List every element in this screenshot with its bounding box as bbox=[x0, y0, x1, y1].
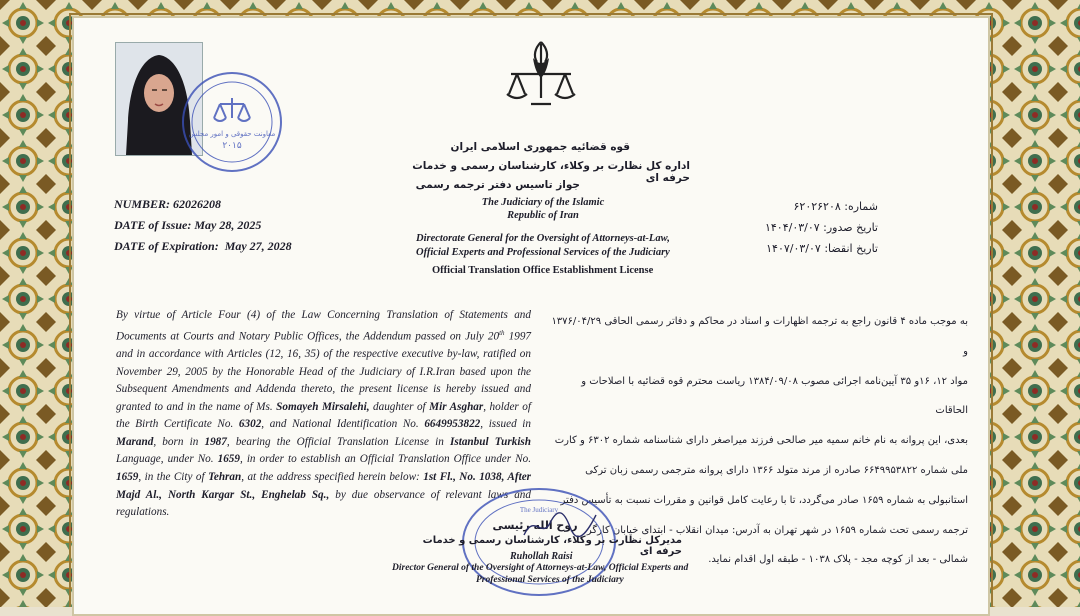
meta-issue-date: DATE of Issue: May 28, 2025 bbox=[114, 218, 262, 232]
header-en-directorate-2: Official Experts and Professional Services of the Judiciary bbox=[416, 247, 670, 258]
signatory-en-title-1: Director General of the Oversight of Attorneys-at-Law, Official Experts and bbox=[392, 563, 689, 573]
handwritten-signature bbox=[520, 505, 600, 545]
header-en-judiciary-2: Republic of Iran bbox=[507, 210, 579, 221]
signatory-fa-title: مدیرکل نظارت بر وکلاء، کارشناسان رسمی و خدمات حرفه ای bbox=[422, 535, 682, 557]
body-persian-paragraph: به موجب ماده ۴ قانون راجع به ترجمه اظهارات و اسناد در محاکم و دفاتر رسمی الحاقی ۱۳۷۶/۰۴/۲۹ و مواد ۱۲، ۱۶و ۳۵ آیین‌نامه اجرائی مصوب ۱۳۸۴/۰۹/۰۸ ریاست محترم قوه قضائیه با اصلاحات و الحاقات بعدی، این پروانه به نام خانم سمیه میر صالحی فرزند میراصغر دارای شناسنامه شماره ۶۳۰۲ و کارت ملی شماره ۶۶۴۹۹۵۳۸۲۲ صادره از مرند متولد ۱۳۶۶ دارای پروانه مترجمی رسمی زبان ترکی استانبولی به شماره ۱۶۵۹ صادر می‌گردد، تا با رعایت کامل قوانین و مقررات نسبت به تأسیس دفتر ترجمه رسمی تحت شماره ۱۶۵۹ در شهر تهران به آدرس: میدان انقلاب - ابتدای خیابان کارگر شمالی - بعد از کوچه مجد - پلاک ۱۰۳۸ - طبقه اول اقدام نماید. bbox=[551, 316, 968, 566]
signatory-fa-name: روح الله رئیسی bbox=[492, 519, 578, 532]
judiciary-emblem-icon bbox=[503, 38, 579, 110]
meta-number: NUMBER: 62026208 bbox=[114, 197, 222, 211]
meta-fa-number: شماره: ۶۲۰۲۶۲۰۸ bbox=[793, 200, 878, 213]
meta-fa-expiry: تاریخ انقضا: ۱۴۰۷/۰۳/۰۷ bbox=[766, 242, 878, 255]
meta-fa-issue: تاریخ صدور: ۱۴۰۴/۰۳/۰۷ bbox=[764, 221, 878, 234]
sign-stamp-text: The Judiciary bbox=[519, 506, 559, 514]
svg-text:۲۰۱۵: ۲۰۱۵ bbox=[222, 141, 242, 151]
signatory-en-name: Ruhollah Raisi bbox=[510, 551, 573, 562]
holder-name: Somayeh Mirsalehi, bbox=[276, 400, 370, 413]
office-address: 1st Fl., No. 1038, After Majd Al., North Kargar St., Enghelab Sq., bbox=[116, 471, 532, 501]
photo-stamp-text: معاونت حقوقی و امور مجلس bbox=[188, 130, 276, 138]
meta-expiration-date: DATE of Expiration: May 27, 2028 bbox=[114, 239, 292, 253]
header-en-judiciary-1: The Judiciary of the Islamic bbox=[481, 197, 605, 208]
header-fa-line1: قوه قضائیه جمهوری اسلامی ایران bbox=[450, 141, 630, 153]
body-english-paragraph: By virtue of Article Four (4) of the Law Concerning Translation of Statements and Documents at Courts and Notary Public Offices, the Addendum passed on July 20th 1997 and in accordance with Articles (12, 16, 35) of the respective executive by-law, ratified on November 29, 2005 by the Honorable Head of the Judiciary of I.R.Iran based upon the Subsequent Amendments and Addenda thereto, the present license is hereby issued and granted to and in the name of Ms. Somayeh Mirsalehi, daughter of Mir Asghar, holder of the Birth Certificate No. 6302, and National Identification No. 6649953822, issued in Marand, born in 1987, bearing the Official Translation License in Istanbul Turkish Language, under No. 1659, in order to establish an Official Translation Office under No. 1659, in the City of Tehran, at the address specified herein below: 1st Fl., No. 1038, After Majd Al., North Kargar St., Enghelab Sq., by due observance of relevant laws and regulations. bbox=[116, 309, 532, 519]
header-fa-line3: جواز تاسیس دفتر ترجمه رسمی bbox=[415, 179, 580, 191]
meta-issue-date-value: May 28, 2025 bbox=[194, 218, 262, 232]
header-en-directorate-1: Directorate General for the Oversight of Attorneys-at-Law, bbox=[416, 233, 670, 244]
signatory-en-title-2: Professional Services of the Judiciary bbox=[476, 575, 624, 585]
header-en-license-title: Official Translation Office Establishment License bbox=[432, 265, 654, 276]
meta-expiration-date-value: May 27, 2028 bbox=[224, 239, 292, 253]
photo-seal-stamp bbox=[182, 72, 282, 172]
meta-number-value: 62026208 bbox=[173, 197, 222, 211]
header-fa-line2: اداره کل نظارت بر وکلاء، کارشناسان رسمی و خدمات حرفه ای bbox=[412, 160, 690, 184]
